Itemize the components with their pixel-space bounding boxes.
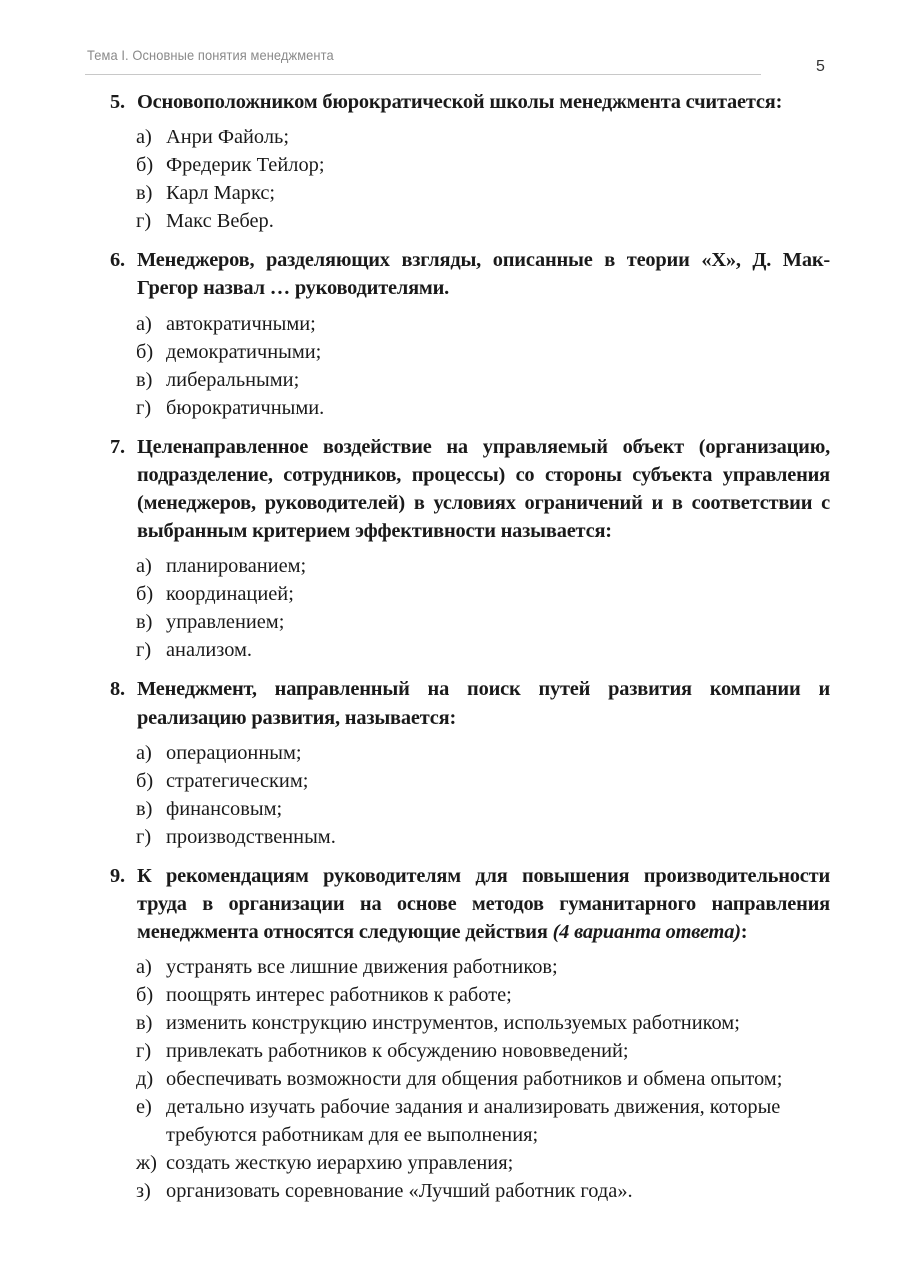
option-text: изменить конструкцию инструментов, используемых работником; [166, 1012, 740, 1035]
answer-option[interactable] [136, 366, 830, 394]
question-list [110, 88, 830, 1216]
option-text: Фредерик Тейлор; [166, 154, 325, 177]
option-letter: б) [136, 154, 154, 177]
option-text: управлением; [166, 611, 285, 634]
option-text: стратегическим; [166, 769, 309, 792]
option-text: планированием; [166, 555, 307, 578]
answer-options [110, 310, 830, 422]
option-letter: ж) [136, 1152, 157, 1175]
option-text: координацией; [166, 583, 294, 606]
option-letter: в) [136, 182, 153, 205]
page-number: 5 [816, 58, 825, 75]
option-text: финансовым; [166, 797, 283, 820]
option-letter: а) [136, 555, 152, 578]
header-title: Тема I. Основные понятия менеджмента [87, 47, 334, 63]
answer-option[interactable] [136, 1177, 830, 1205]
answer-option[interactable] [136, 608, 830, 636]
option-text: Карл Маркс; [166, 182, 276, 205]
option-text: создать жесткую иерархию управления; [166, 1152, 514, 1175]
answer-option[interactable] [136, 823, 830, 851]
option-text: поощрять интерес работников к работе; [166, 984, 512, 1007]
option-letter: а) [136, 741, 152, 764]
answer-option[interactable] [136, 179, 830, 207]
option-text: устранять все лишние движения работников; [166, 956, 558, 979]
option-letter: в) [136, 611, 153, 634]
answer-option[interactable] [136, 207, 830, 235]
question-text: Менеджеров, разделяющих взгляды, описанные в теории «Х», Д. Мак-Грегор назвал … руководителями. [137, 249, 830, 300]
question-9 [110, 862, 830, 1206]
question-number: 7. [110, 435, 125, 458]
answer-option[interactable] [136, 123, 830, 151]
option-letter: б) [136, 769, 154, 792]
question-text-suffix: : [740, 921, 748, 944]
option-letter: в) [136, 1012, 153, 1035]
answer-option[interactable] [136, 953, 830, 981]
option-letter: г) [136, 639, 152, 662]
question-text: Целенаправленное воздействие на управляемый объект (организацию, подразделение, сотрудников, процессы) со стороны субъекта управления (менеджеров, руководителей) в условиях ограничений и в соответствии с выбранным критерием эффективности называется: [137, 435, 830, 543]
option-text: детально изучать рабочие задания и анализировать движения, которые требуются работникам для ее выполнения; [166, 1096, 781, 1147]
answer-options [110, 123, 830, 235]
question-text-main: К рекомендациям руководителям для повышения производительности труда в организации на основе методов гуманитарного направления менеджмента относятся следующие действия [137, 864, 830, 944]
option-letter: в) [136, 797, 153, 820]
answer-option[interactable] [136, 1093, 830, 1149]
option-text: производственным. [166, 825, 336, 848]
question-6 [110, 246, 830, 421]
answer-option[interactable] [136, 338, 830, 366]
answer-option[interactable] [136, 394, 830, 422]
question-5 [110, 88, 830, 235]
answer-option[interactable] [136, 580, 830, 608]
answer-option[interactable] [136, 767, 830, 795]
option-text: операционным; [166, 741, 302, 764]
answer-option[interactable] [136, 981, 830, 1009]
question-7 [110, 433, 830, 665]
option-letter: б) [136, 583, 154, 606]
question-text: Менеджмент, направленный на поиск путей развития компании и реализацию развития, называется: [137, 678, 830, 729]
option-text: демократичными; [166, 340, 322, 363]
answer-option[interactable] [136, 552, 830, 580]
option-letter: а) [136, 956, 152, 979]
answer-option[interactable] [136, 151, 830, 179]
answer-options [110, 953, 830, 1205]
option-text: либеральными; [166, 368, 300, 391]
option-letter: г) [136, 396, 152, 419]
option-text: автократичными; [166, 312, 316, 335]
option-text: привлекать работников к обсуждению нововведений; [166, 1040, 629, 1063]
answer-option[interactable] [136, 1149, 830, 1177]
option-letter: д) [136, 1068, 154, 1091]
option-letter: б) [136, 984, 154, 1007]
option-letter: г) [136, 1040, 152, 1063]
question-number: 6. [110, 249, 125, 272]
question-number: 8. [110, 678, 125, 701]
answer-option[interactable] [136, 636, 830, 664]
option-letter: з) [136, 1180, 151, 1203]
option-letter: а) [136, 312, 152, 335]
option-letter: е) [136, 1096, 152, 1119]
option-text: Анри Файоль; [166, 126, 289, 149]
question-text [137, 862, 830, 947]
question-number: 9. [110, 864, 125, 887]
option-text: организовать соревнование «Лучший работник года». [166, 1180, 633, 1203]
option-text: бюрократичными. [166, 396, 325, 419]
answer-option[interactable] [136, 739, 830, 767]
answer-option[interactable] [136, 1065, 830, 1093]
answer-options [110, 739, 830, 851]
answer-option[interactable] [136, 1037, 830, 1065]
option-letter: в) [136, 368, 153, 391]
option-letter: г) [136, 825, 152, 848]
option-text: Макс Вебер. [166, 210, 274, 233]
option-text: анализом. [166, 639, 253, 662]
question-text: Основоположником бюрократической школы менеджмента считается: [137, 91, 783, 113]
question-number: 5. [110, 91, 125, 113]
option-text: обеспечивать возможности для общения работников и обмена опытом; [166, 1068, 783, 1091]
option-letter: б) [136, 340, 154, 363]
answer-option[interactable] [136, 310, 830, 338]
option-letter: г) [136, 210, 152, 233]
answer-count-note: (4 варианта ответа) [552, 921, 741, 944]
running-header [85, 44, 761, 75]
answer-option[interactable] [136, 1009, 830, 1037]
answer-options [110, 552, 830, 664]
question-8 [110, 675, 830, 850]
answer-option[interactable] [136, 795, 830, 823]
option-letter: а) [136, 126, 152, 149]
